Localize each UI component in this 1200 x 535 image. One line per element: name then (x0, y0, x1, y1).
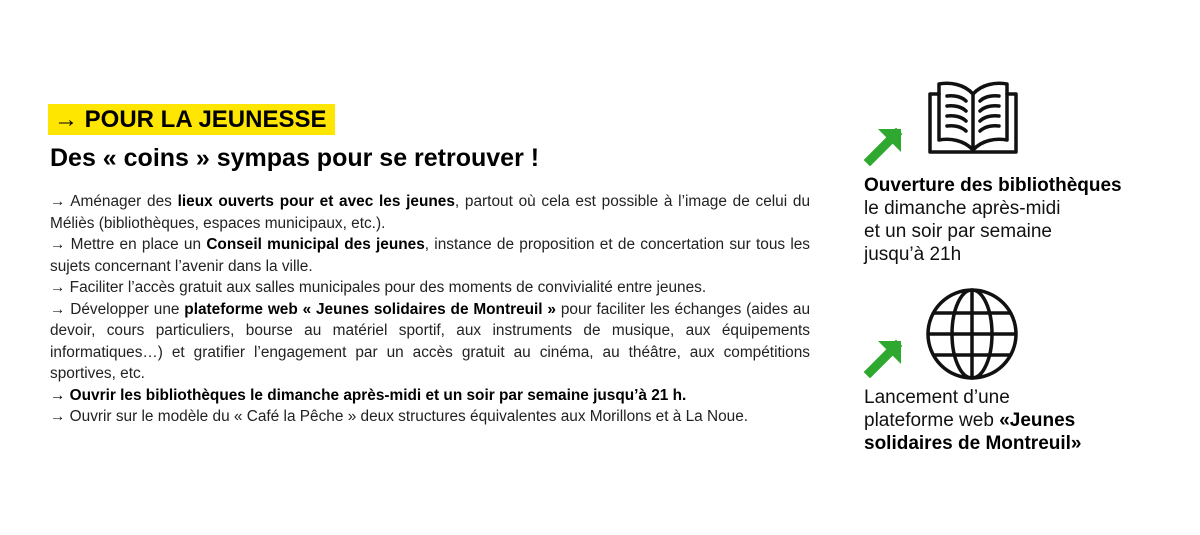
bold-text: Ouverture des bibliothèques (864, 175, 1122, 196)
highlight-line (864, 386, 1184, 409)
highlight-line (864, 197, 1184, 220)
bold-text: «Jeunes (999, 410, 1076, 431)
arrow-up-right-icon (864, 336, 906, 378)
text-segment: plateforme web (864, 410, 1000, 431)
proposal-item (50, 406, 810, 428)
highlight-libraries (864, 174, 1184, 266)
bold-text: → Ouvrir les bibliothèques le dimanche après-midi et un soir par semaine jusqu’à 21 h. (50, 386, 687, 404)
globe-icon (924, 286, 1020, 382)
proposal-item (50, 385, 810, 407)
text-segment: jusqu’à 21h (864, 244, 962, 265)
highlight-line (864, 220, 1184, 243)
arrow-up-right-icon (864, 124, 906, 166)
text-segment: et un soir par semaine (864, 221, 1052, 242)
text-segment: Lancement d’une (864, 387, 1010, 408)
text-segment: pour faciliter les échanges (aides au devoir, cours particuliers, bourse au matériel sportif, aux instruments de musique, aux équipements informatiques…) et gratifier l’engagement par un accès gratuit au cinéma, au théâtre, aux compétitions sportives, etc. (50, 300, 811, 382)
bold-text: Conseil municipal des jeunes (206, 236, 425, 253)
text-segment: le dimanche après-midi (864, 198, 1061, 219)
book-icon (926, 74, 1020, 156)
bold-text: solidaires de Montreuil» (864, 433, 1082, 454)
text-segment: → Aménager des (50, 193, 178, 210)
highlight-line (864, 174, 1184, 197)
text-segment: , partout où cela est possible à l’image de celui du Méliès (bibliothèques, espaces municipaux, etc.). (50, 193, 811, 232)
proposal-item (50, 234, 810, 277)
highlight-platform (864, 386, 1184, 455)
text-segment: → Faciliter l’accès gratuit aux salles municipales pour des moments de convivialité entre jeunes. (50, 279, 707, 296)
proposal-item (50, 191, 810, 234)
proposal-list (50, 191, 810, 428)
highlight-line (864, 432, 1184, 455)
headline: Des « coins » sympas pour se retrouver ! (50, 144, 540, 172)
highlight-line (864, 243, 1184, 266)
text-segment: → Ouvrir sur le modèle du « Café la Pêche » deux structures équivalentes aux Morillons et à La Noue. (50, 408, 749, 425)
bold-text: plateforme web « Jeunes solidaires de Montreuil » (184, 300, 556, 318)
proposal-item (50, 277, 810, 299)
section-tag: → POUR LA JEUNESSE (48, 104, 335, 135)
bold-text: lieux ouverts pour et avec les jeunes (177, 193, 455, 210)
text-segment: , instance de proposition et de concertation sur tous les sujets concernant l’avenir dans la ville. (50, 236, 811, 275)
proposal-item (50, 299, 810, 385)
text-segment: → Développer une (50, 300, 185, 318)
text-segment: → Mettre en place un (50, 236, 207, 253)
highlight-line (864, 409, 1184, 432)
